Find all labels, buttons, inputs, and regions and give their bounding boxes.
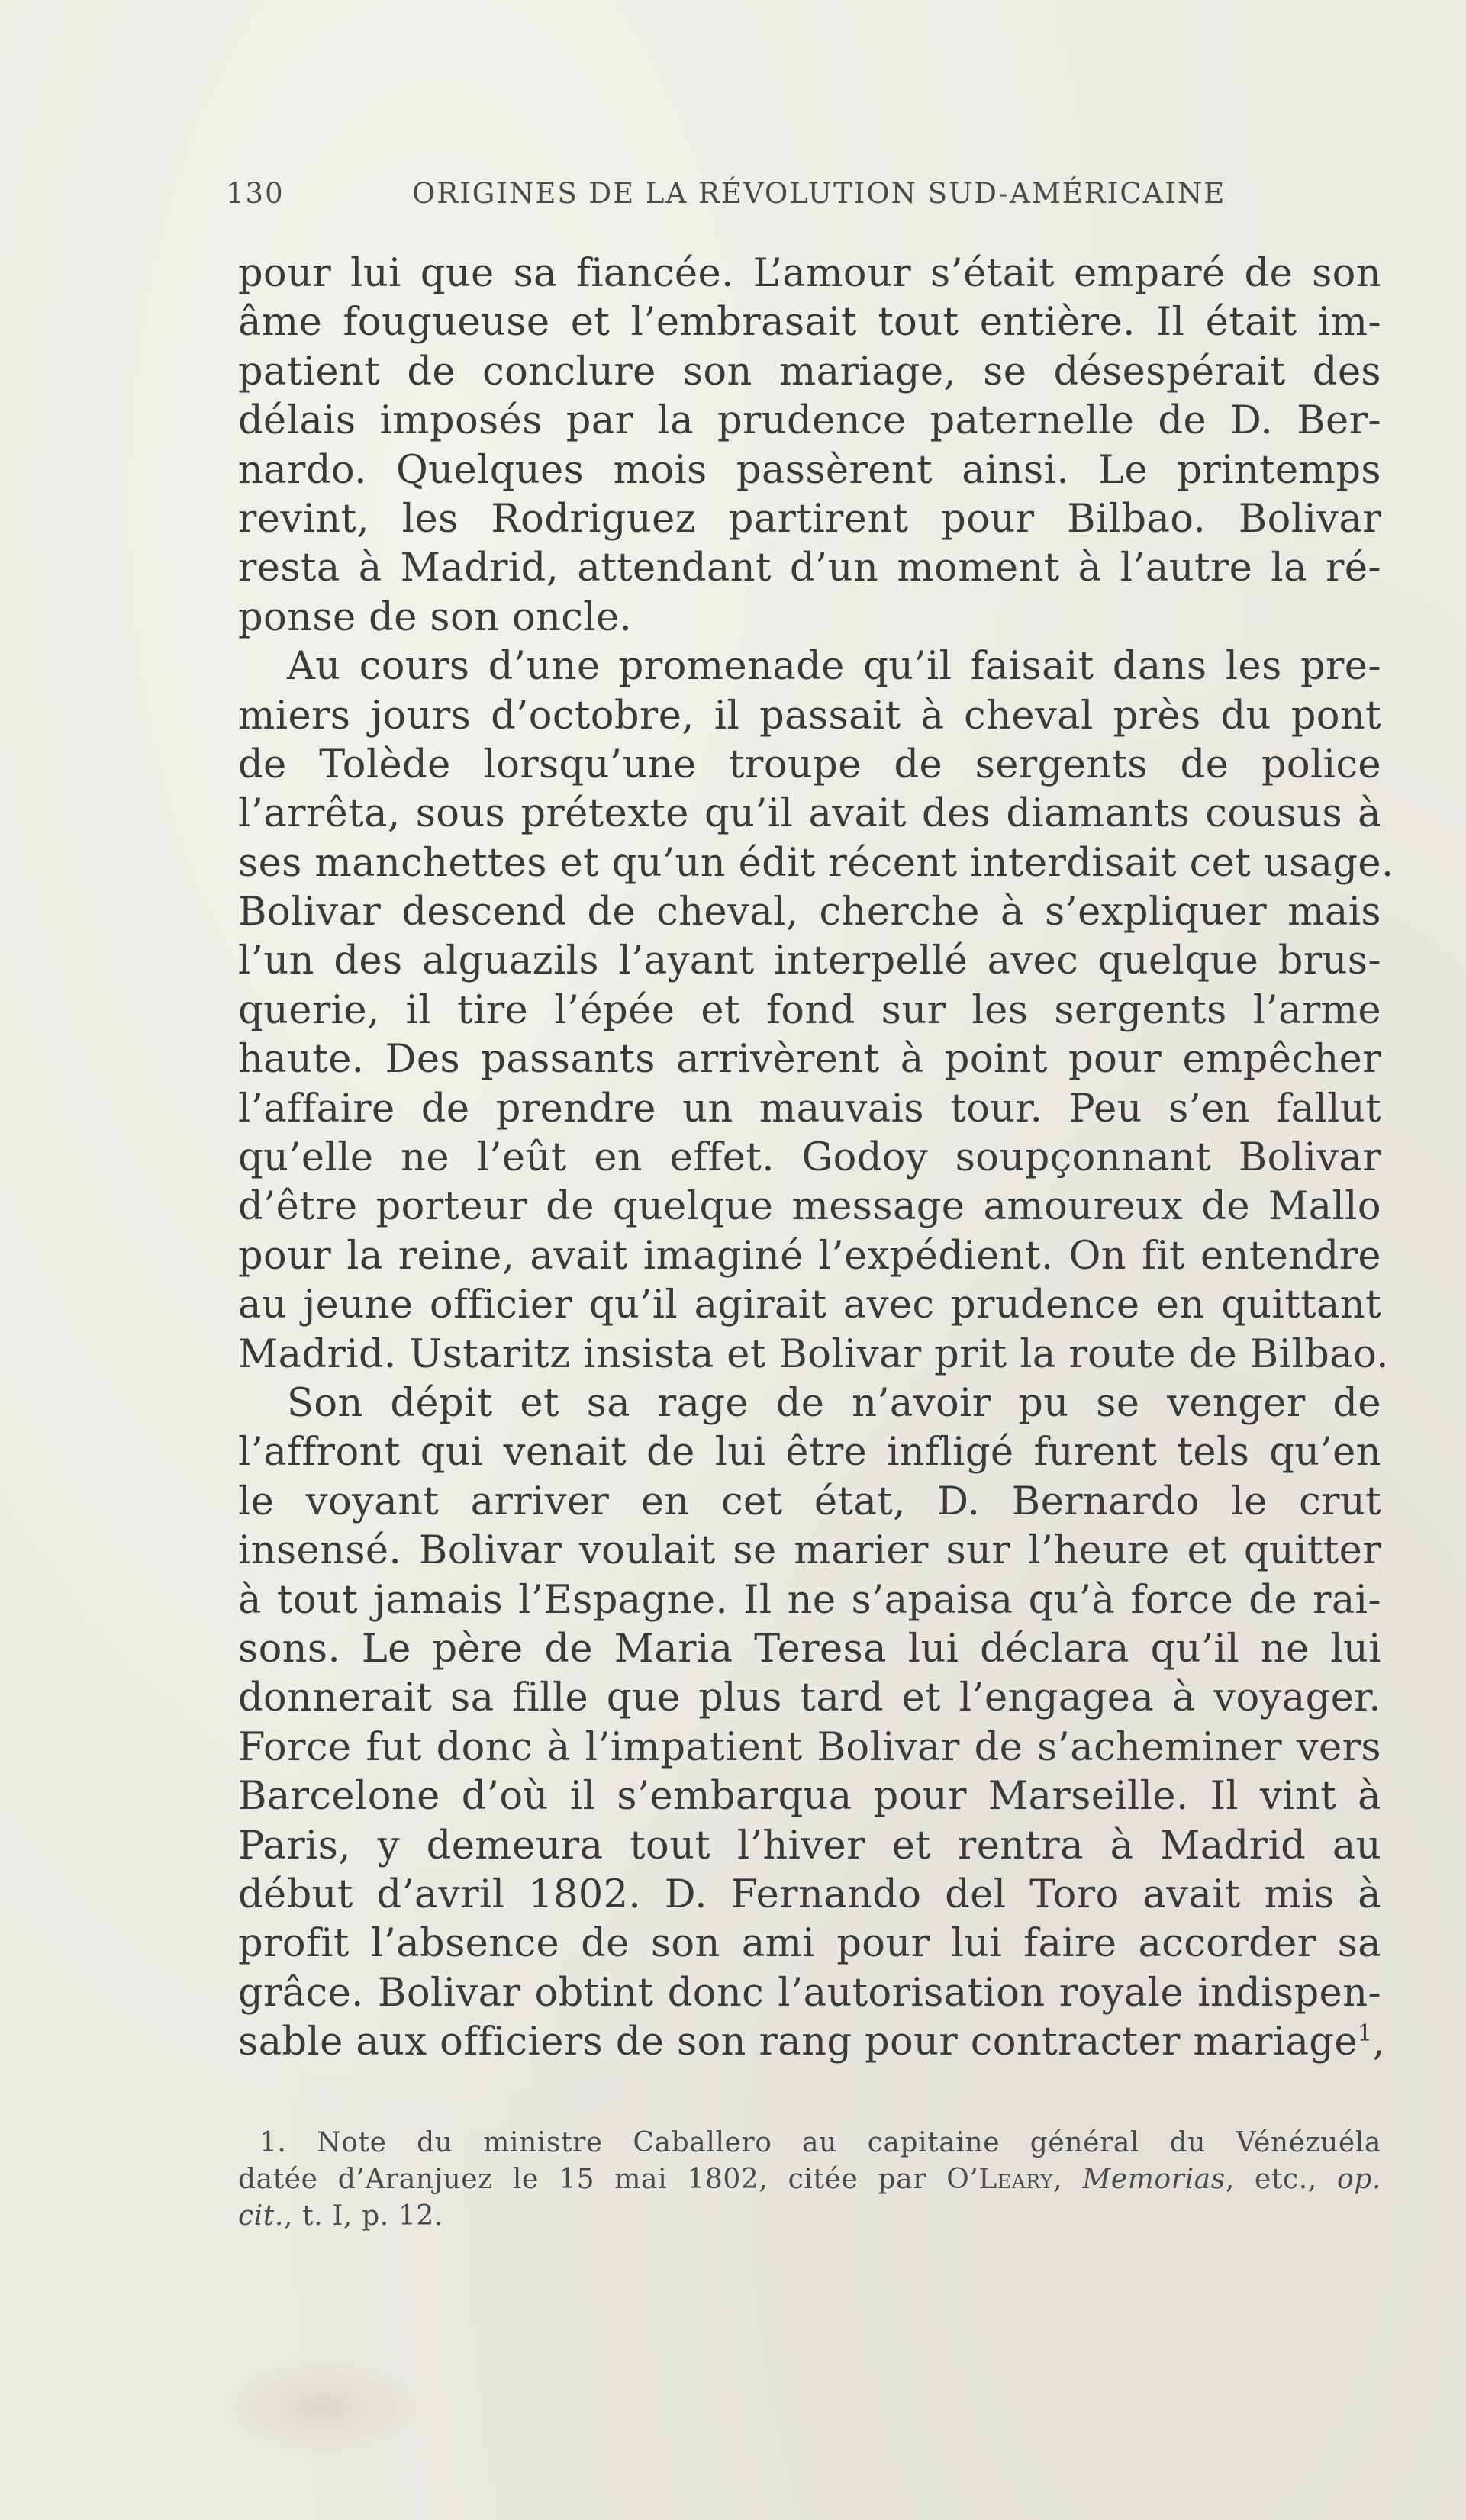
text-line: donnerait sa fille que plus tard et l’engagea à voyager. — [238, 1675, 1381, 1721]
text-line: querie, il tire l’épée et fond sur les sergents l’arme — [238, 987, 1381, 1033]
text-line: revint, les Rodriguez partirent pour Bilbao. Bolivar — [238, 496, 1381, 542]
text-line: âme fougueuse et l’embrasait tout entière. Il était im- — [238, 300, 1381, 346]
running-title: ORIGINES DE LA RÉVOLUTION SUD-AMÉRICAINE — [412, 177, 1226, 210]
footnote-text: , — [1053, 2164, 1083, 2195]
text-line: au jeune officier qu’il agirait avec prudence en quittant — [238, 1283, 1381, 1328]
trailing-comma: , — [1372, 2020, 1386, 2065]
footnote-line: 1. Note du ministre Caballero au capitaine général du Vénézuéla — [259, 2127, 1381, 2158]
body-text — [238, 249, 1394, 2067]
text-line: Au cours d’une promenade qu’il faisait dans les pre- — [287, 644, 1381, 690]
footnote-marker: 1 — [1357, 2020, 1373, 2048]
text-line: début d’avril 1802. D. Fernando del Toro avait mis à — [238, 1871, 1381, 1917]
text-line: le voyant arriver en cet état, D. Bernardo le crut — [238, 1479, 1381, 1524]
text-line: Bolivar descend de cheval, cherche à s’expliquer mais — [238, 890, 1381, 935]
text-line: haute. Des passants arrivèrent à point pour empêcher — [238, 1037, 1381, 1083]
running-header — [226, 177, 1226, 223]
text-line: Barcelone d’où il s’embarqua pour Marseille. Il vint à — [238, 1774, 1381, 1820]
author-name: Leary — [978, 2164, 1054, 2195]
cit-abbrev: cit. — [238, 2200, 284, 2232]
paper-stain — [221, 2357, 420, 2457]
text-line: Paris, y demeura tout l’hiver et rentra à Madrid au — [238, 1823, 1381, 1868]
text-line: miers jours d’octobre, il passait à cheval près du pont — [238, 693, 1381, 739]
text-line: Son dépit et sa rage de n’avoir pu se venger de — [287, 1380, 1381, 1426]
text-line: profit l’absence de son ami pour lui faire accorder sa — [238, 1921, 1381, 1967]
text-line: pour la reine, avait imaginé l’expédient. On fit entendre — [238, 1233, 1381, 1279]
text-line: Madrid. Ustaritz insista et Bolivar prit la route de Bilbao. — [238, 1331, 1389, 1377]
text-line: délais imposés par la prudence paternelle de D. Ber- — [238, 398, 1381, 444]
text-line: ses manchettes et qu’un édit récent interdisait cet usage. — [238, 840, 1394, 886]
work-title: Memorias — [1082, 2164, 1226, 2195]
text-line — [238, 2018, 1386, 2067]
footnote-line — [238, 2161, 1381, 2198]
text-line: ponse de son oncle. — [238, 594, 633, 640]
text-line: l’arrêta, sous prétexte qu’il avait des diamants cousus à — [238, 791, 1381, 837]
text-line: nardo. Quelques mois passèrent ainsi. Le printemps — [238, 447, 1381, 493]
text-line: l’un des alguazils l’ayant interpellé avec quelque brus- — [238, 938, 1381, 984]
text-line: grâce. Bolivar obtint donc l’autorisation royale indispen- — [238, 1970, 1381, 2016]
text-line: pour lui que sa fiancée. L’amour s’était emparé de son — [238, 251, 1381, 296]
footnote-text: datée d’Aranjuez le 15 mai 1802, citée par O’ — [238, 2164, 979, 2195]
footnote-text: , etc., — [1225, 2164, 1338, 2195]
text-line-content: sable aux officiers de son rang pour contracter mariage — [238, 2020, 1358, 2065]
text-line: resta à Madrid, attendant d’un moment à l’autre la ré- — [238, 546, 1381, 591]
text-line: d’être porteur de quelque message amoureux de Mallo — [238, 1184, 1381, 1230]
text-line: l’affaire de prendre un mauvais tour. Peu s’en fallut — [238, 1086, 1381, 1131]
text-line: qu’elle ne l’eût en effet. Godoy soupçonnant Bolivar — [238, 1135, 1381, 1181]
page-number: 130 — [226, 177, 285, 210]
text-line: l’affront qui venait de lui être infligé furent tels qu’en — [238, 1430, 1381, 1476]
text-line: sons. Le père de Maria Teresa lui déclara qu’il ne lui — [238, 1626, 1381, 1672]
footnote-text: , t. I, p. 12. — [284, 2200, 443, 2232]
footnote — [238, 2125, 1381, 2235]
text-line: insensé. Bolivar voulait se marier sur l’heure et quitter — [238, 1528, 1381, 1574]
text-line: à tout jamais l’Espagne. Il ne s’apaisa qu’à force de rai- — [238, 1577, 1381, 1623]
footnote-line — [238, 2198, 1381, 2235]
text-line: patient de conclure son mariage, se désespérait des — [238, 349, 1381, 394]
text-line: de Tolède lorsqu’une troupe de sergents de police — [238, 742, 1381, 787]
op-abbrev: op. — [1337, 2164, 1381, 2195]
text-line: Force fut donc à l’impatient Bolivar de s’acheminer vers — [238, 1724, 1381, 1770]
